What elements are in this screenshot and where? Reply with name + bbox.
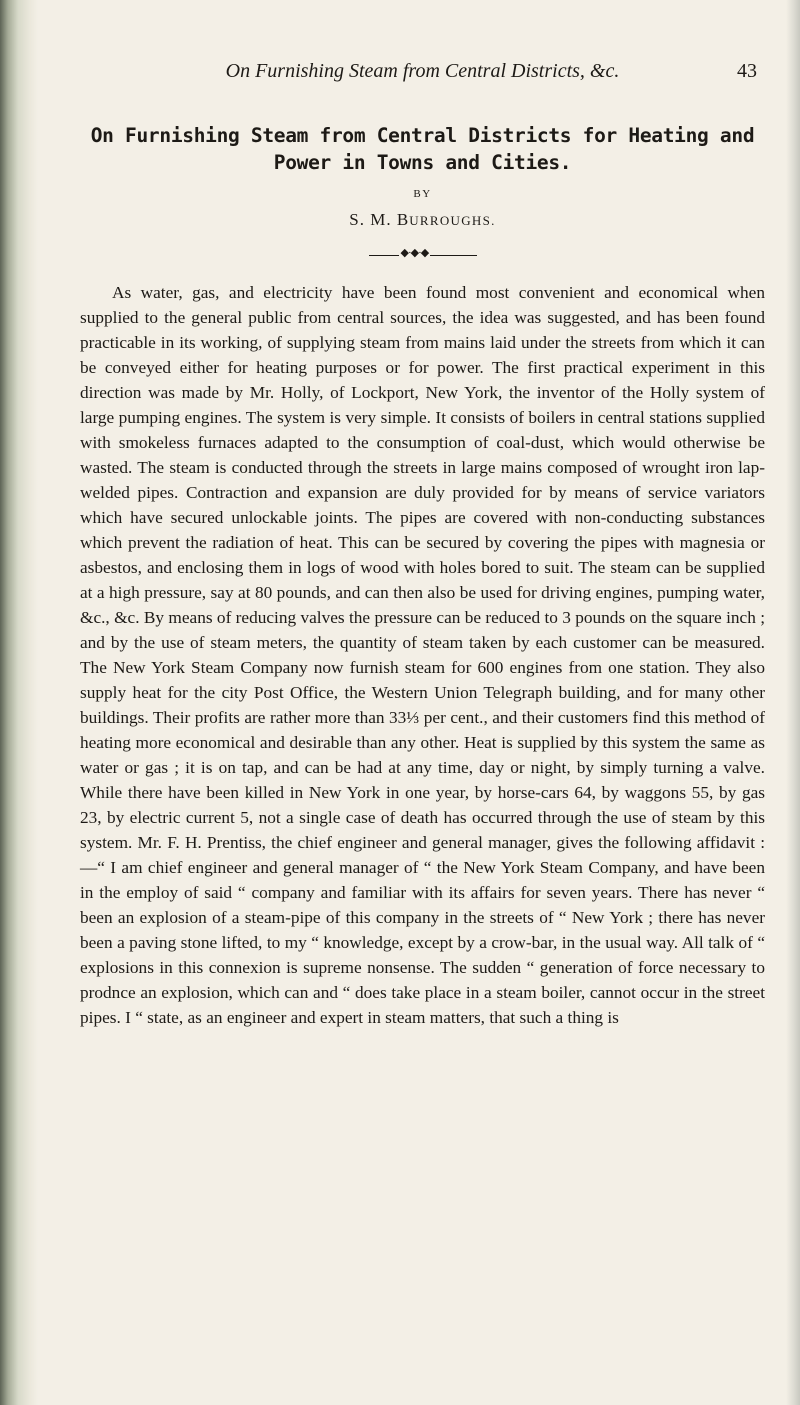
author-name <box>80 210 765 230</box>
byline-label: BY <box>413 188 432 200</box>
body-paragraph: As water, gas, and electricity have been found most convenient and economical when supplied to the general public from central sources, the idea was suggested, and has been found practicable in its working, of supplying steam from mains laid under the streets from which it can be conveyed either for heating purposes or for power. The first practical experiment in this direction was made by Mr. Holly, of Lockport, New York, the inventor of the Holly system of large pumping engines. The system is very simple. It consists of boilers in central stations supplied with smokeless furnaces adapted to the consumption of coal-dust, which would otherwise be wasted. The steam is conducted through the streets in large mains composed of wrought iron lap-welded pipes. Contraction and expansion are duly provided for by means of service variators which have secured unlockable joints. The pipes are covered with non-conducting substances which prevent the radiation of heat. This can be secured by covering the pipes with magnesia or asbestos, and enclosing them in logs of wood with holes bored to suit. The steam can be supplied at a high pressure, say at 80 pounds, and can then also be used for driving engines, pumping water, &c., &c. By means of reducing valves the pressure can be reduced to 3 pounds on the square inch ; and by the use of steam meters, the quantity of steam taken by each customer can be measured. The New York Steam Company now furnish steam for 600 engines from one station. They also supply heat for the city Post Office, the Western Union Telegraph building, and for many other buildings. Their profits are rather more than 33⅓ per cent., and their customers find this method of heating more economical and desirable than any other. Heat is supplied by this system the same as water or gas ; it is on tap, and can be had at any time, day or night, by simply turning a valve. While there have been killed in New York in one year, by horse-cars 64, by waggons 55, by gas 23, by electric current 5, not a single case of death has occurred through the use of steam by this system. Mr. F. H. Prentiss, the chief engineer and general manager, gives the following affidavit :—“ I am chief engineer and general manager of “ the New York Steam Company, and have been in the employ of said “ company and familiar with its affairs for seven years. There has never “ been an explosion of a steam-pipe of this company in the streets of “ New York ; there has never been a paving stone lifted, to my “ knowledge, except by a crow-bar, in the usual way. All talk of “ explosions in this connexion is supreme nonsense. The sudden “ generation of force necessary to prodnce an explosion, which can and “ does take place in a steam boiler, cannot occur in the street pipes. I “ state, as an engineer and expert in steam matters, that such a thing is <box>80 283 765 1027</box>
author-surname-small-caps: URROUGHS. <box>409 213 496 228</box>
page-number: 43 <box>737 60 757 82</box>
running-head <box>80 60 765 90</box>
book-page <box>80 60 765 1047</box>
running-head-title: On Furnishing Steam from Central Districts, &c. <box>225 60 620 82</box>
page-edge-shadow <box>786 0 800 1405</box>
section-ornament <box>369 247 477 262</box>
ornament-mark: ◆·◆·◆ <box>400 247 429 259</box>
book-binding-shadow <box>0 0 38 1405</box>
article-title: On Furnishing Steam from Central Districts for Heating and Power in Towns and Cities. <box>90 124 755 174</box>
author-initials: S. M. B <box>349 210 410 229</box>
